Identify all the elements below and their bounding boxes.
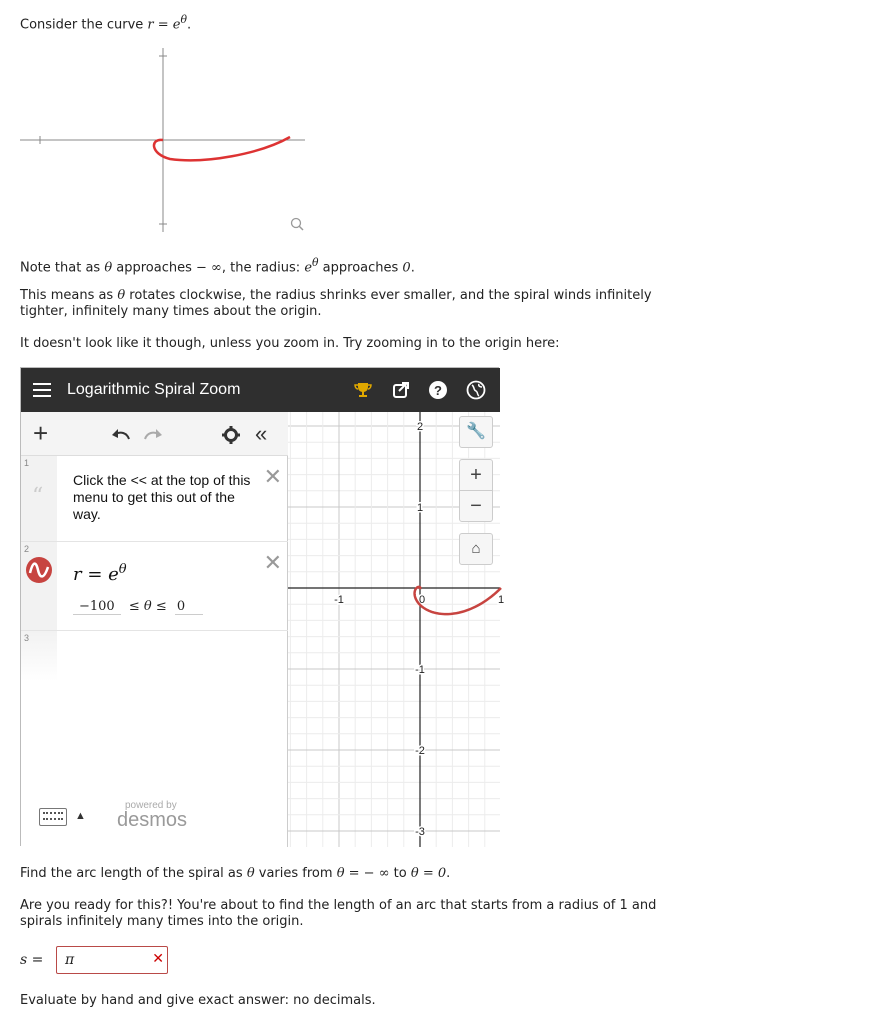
delete-expression-icon[interactable]: ✕ bbox=[263, 550, 282, 575]
means-text: This means as θ rotates clockwise, the radius shrinks ever smaller, and the spiral winds infinitely tighter, infinitely many times about the origin. bbox=[20, 288, 652, 319]
add-item-button[interactable]: + bbox=[33, 418, 49, 448]
incorrect-mark-icon: ✕ bbox=[152, 951, 164, 967]
x-tick-label: -1 bbox=[334, 594, 344, 606]
graph-settings-wrench-icon[interactable]: 🔧 bbox=[459, 416, 493, 448]
delete-note-icon[interactable]: ✕ bbox=[263, 464, 282, 489]
curve-color-icon[interactable] bbox=[25, 556, 53, 584]
expression-toolbar bbox=[21, 412, 288, 456]
zoom-tip-text: It doesn't look like it though, unless you zoom in. Try zooming in to the origin here: bbox=[20, 336, 560, 351]
x-tick-label: 1 bbox=[497, 594, 505, 606]
desmos-branding: powered by desmos bbox=[117, 800, 188, 831]
share-icon[interactable] bbox=[391, 380, 411, 400]
help-icon[interactable] bbox=[428, 380, 448, 400]
x-tick-label: 0 bbox=[418, 594, 426, 606]
keypad-icon[interactable] bbox=[39, 808, 67, 826]
intro-text: Consider the curve $r = e^\theta$. bbox=[20, 13, 192, 33]
graph-title: Logarithmic Spiral Zoom bbox=[67, 381, 241, 398]
spiral-curve bbox=[415, 587, 501, 614]
evaluate-instruction: Evaluate by hand and give exact answer: no decimals. bbox=[20, 993, 376, 1008]
svg-text:?: ? bbox=[434, 383, 442, 398]
preview-graph bbox=[0, 40, 320, 240]
zoom-in-button[interactable]: + bbox=[459, 459, 493, 491]
expression-input[interactable]: $r = e^\theta$ bbox=[73, 562, 127, 585]
domain-lower-input[interactable]: −100 bbox=[73, 599, 121, 615]
zoom-magnifier-icon[interactable] bbox=[292, 219, 304, 231]
desmos-calculator[interactable] bbox=[20, 367, 505, 846]
settings-gear-icon[interactable] bbox=[222, 426, 240, 444]
expression-list bbox=[21, 412, 288, 847]
y-tick-label: -1 bbox=[415, 664, 425, 676]
find-text: Find the arc length of the spiral as θ varies from θ = − ∞ to θ = 0. bbox=[20, 866, 451, 881]
answer-input[interactable] bbox=[56, 946, 168, 974]
quote-icon: “ bbox=[32, 484, 44, 509]
hamburger-menu-icon[interactable] bbox=[33, 383, 51, 397]
note-expression[interactable]: 1 “ Click the << at the top of this menu to get this out of the way. ✕ bbox=[21, 456, 288, 542]
y-tick-label: 1 bbox=[416, 502, 424, 514]
answer-label: s = bbox=[20, 952, 44, 968]
collapse-list-button[interactable]: « bbox=[255, 421, 268, 446]
domain-upper-input[interactable]: 0 bbox=[175, 599, 203, 615]
desmos-header bbox=[21, 368, 500, 412]
globe-icon[interactable] bbox=[466, 380, 486, 400]
zoom-out-button[interactable]: − bbox=[459, 490, 493, 522]
trophy-icon[interactable] bbox=[353, 380, 373, 400]
domain-restriction: −100 ≤ θ ≤ 0 bbox=[73, 599, 203, 614]
graph-paper[interactable] bbox=[288, 412, 505, 847]
note-content[interactable]: Click the << at the top of this menu to get this out of the way. bbox=[73, 472, 251, 522]
empty-expression[interactable]: 3 bbox=[21, 631, 288, 681]
redo-icon[interactable] bbox=[141, 425, 165, 443]
y-tick-label: -2 bbox=[415, 745, 425, 757]
y-tick-label: 2 bbox=[416, 421, 424, 433]
note-text: Note that as θ approaches − ∞, the radius: $e^\theta$ approaches 0. bbox=[20, 256, 415, 276]
spiral-expression[interactable]: 2 $r = e^\theta$ −100 ≤ θ ≤ 0 ✕ bbox=[21, 542, 288, 631]
ready-text: Are you ready for this?! You're about to find the length of an arc that starts from a radius of 1 and spirals infinitely many times into the origin. bbox=[20, 898, 657, 929]
intro-equation: r = e bbox=[147, 17, 181, 33]
keypad-toggle-arrow-icon[interactable]: ▲ bbox=[75, 810, 86, 822]
y-tick-label: -3 bbox=[415, 826, 425, 838]
undo-icon[interactable] bbox=[109, 425, 133, 443]
answer-value[interactable]: π bbox=[65, 952, 75, 968]
default-viewport-home-icon[interactable]: ⌂ bbox=[459, 533, 493, 565]
